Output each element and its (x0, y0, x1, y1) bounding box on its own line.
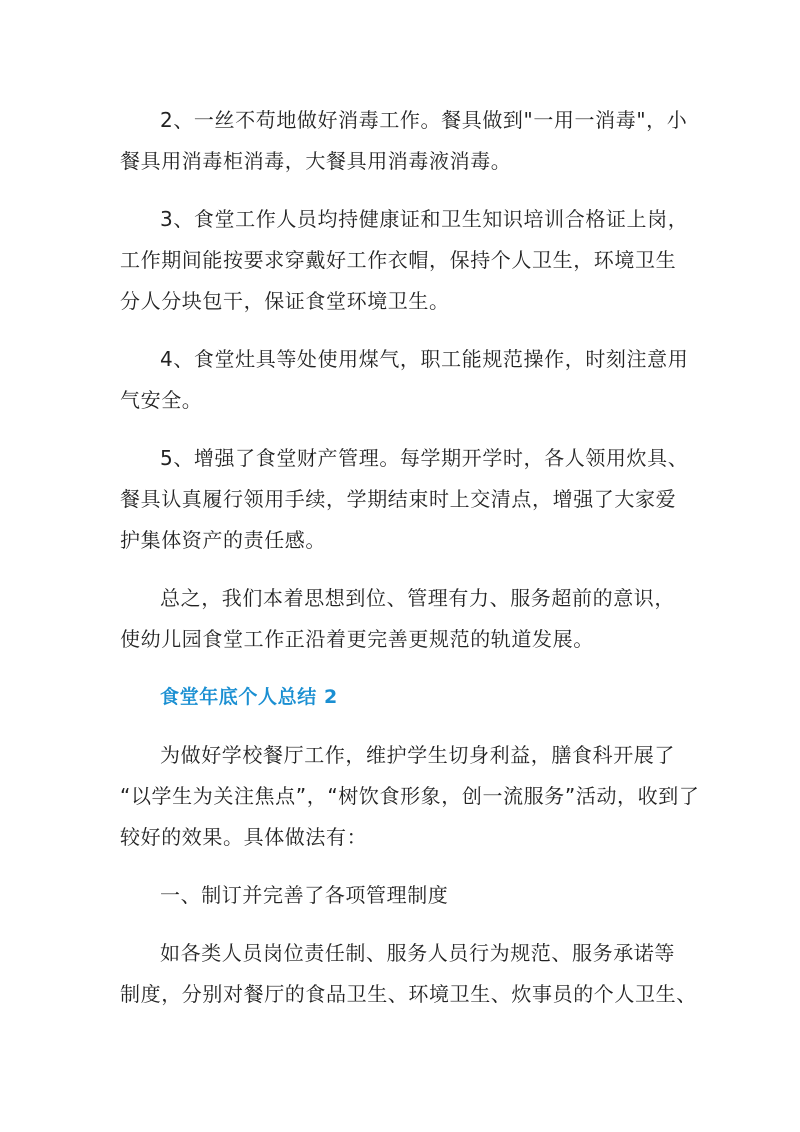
text-line: 4、食堂灶具等处使用煤气，职工能规范操作，时刻注意用 (160, 347, 689, 371)
section-heading (120, 677, 690, 718)
text-line: 3、食堂工作人员均持健康证和卫生知识培训合格证上岗， (160, 207, 689, 231)
paragraph-item-3 (120, 199, 690, 322)
text-line: 气安全。 (120, 388, 203, 412)
paragraph-item-4 (120, 339, 690, 421)
paragraph-intro (120, 735, 700, 858)
text-line: 使幼儿园食堂工作正沿着更完善更规范的轨道发展。 (120, 627, 594, 651)
text-line: 护集体资产的责任感。 (120, 528, 326, 552)
text-line: 一、制订并完善了各项管理制度 (160, 883, 449, 907)
text-line: 为做好学校餐厅工作，维护学生切身利益，膳食科开展了 (160, 743, 675, 767)
paragraph-conclusion (120, 578, 690, 660)
text-line: 总之，我们本着思想到位、管理有力、服务超前的意识， (160, 586, 675, 610)
text-line: 餐具认真履行领用手续，学期结束时上交清点，增强了大家爱 (120, 487, 677, 511)
text-line: 制度，分别对餐厅的食品卫生、环境卫生、炊事员的个人卫生、 (120, 982, 697, 1006)
paragraph-item-2 (120, 100, 690, 182)
paragraph-rules (120, 933, 697, 1015)
paragraph-subheading (120, 875, 690, 916)
text-line: 5、增强了食堂财产管理。每学期开学时，各人领用炊具、 (160, 446, 689, 470)
paragraph-item-5 (120, 438, 690, 561)
text-line: 工作期间能按要求穿戴好工作衣帽，保持个人卫生，环境卫生 (120, 248, 677, 272)
document-body (120, 100, 700, 1032)
text-line: 较好的效果。具体做法有： (120, 825, 368, 849)
text-line: 如各类人员岗位责任制、服务人员行为规范、服务承诺等 (160, 941, 675, 965)
text-line: 餐具用消毒柜消毒，大餐具用消毒液消毒。 (120, 149, 512, 173)
section-heading-text: 食堂年底个人总结 2 (160, 686, 338, 708)
text-line: 2、一丝不苟地做好消毒工作。餐具做到"一用一消毒"，小 (160, 108, 688, 132)
text-line: “以学生为关注焦点”，“树饮食形象，创一流服务”活动，收到了 (120, 784, 700, 808)
text-line: 分人分块包干，保证食堂环境卫生。 (120, 289, 450, 313)
